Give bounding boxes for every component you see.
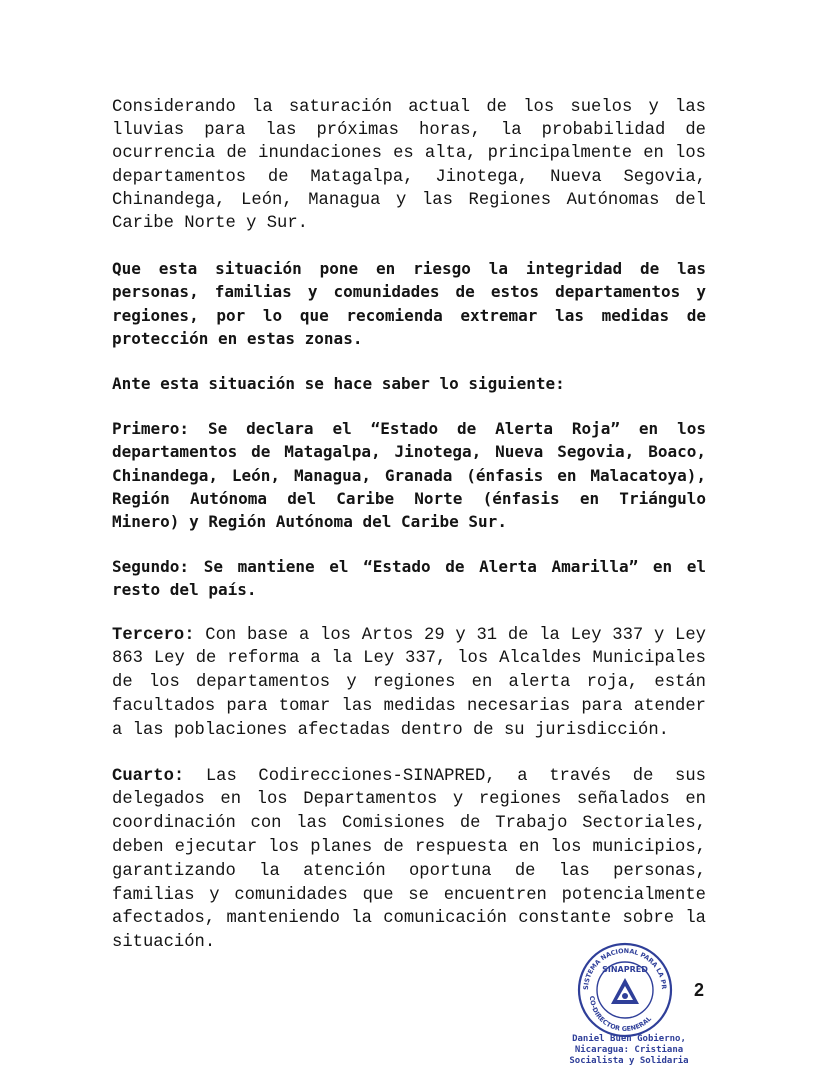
document-body bbox=[112, 96, 706, 977]
primero-label: Primero: bbox=[112, 419, 190, 439]
seal-bottom-text: CO-DIRECTOR GENERAL bbox=[587, 995, 653, 1034]
tercero-label: Tercero: bbox=[112, 625, 195, 645]
seal-stamp bbox=[566, 940, 684, 1040]
paragraph-cuarto bbox=[112, 765, 706, 955]
paragraph-tercero bbox=[112, 624, 706, 743]
sinapred-seal bbox=[566, 940, 684, 1040]
seal-name: SINAPRED bbox=[602, 965, 648, 974]
triangle-emblem-icon bbox=[611, 978, 639, 1004]
primero-text: Se declara el “Estado de Alerta Roja” en los departamentos de Matagalpa, Jinotega, Nueva Segovia, Boaco, Chinandega, León, Managua, Granada (énfasis en Malacatoya), Región Autónoma del Caribe Norte (énfasis en Triángulo Minero) y Región Autónoma del Caribe Sur. bbox=[112, 419, 706, 532]
cuarto-label: Cuarto: bbox=[112, 766, 185, 786]
paragraph-announce: Ante esta situación se hace saber lo siguiente: bbox=[112, 374, 565, 394]
motto-line-2: Nicaragua: Cristiana bbox=[574, 1045, 684, 1055]
cuarto-text: Las Codirecciones-SINAPRED, a través de sus delegados en los Departamentos y regiones señalados en coordinación con las Comisiones de Trabajo Sectoriales, deben ejecutar los planes de respuesta en los municipios, garantizando la atención oportuna de las personas, familias y comunidades que se encuentren potencialmente afectados, manteniendo la comunicación constante sobre la situación. bbox=[112, 766, 706, 953]
motto-line-1: Daniel Buen Gobierno, bbox=[572, 1034, 686, 1044]
paragraph-segundo bbox=[112, 555, 706, 601]
segundo-text: Se mantiene el “Estado de Alerta Amarilla” en el resto del país. bbox=[112, 557, 706, 600]
tercero-text: Con base a los Artos 29 y 31 de la Ley 337 y Ley 863 Ley de reforma a la Ley 337, los Alcaldes Municipales de los departamentos y regiones en alerta roja, están facultados para tomar las medidas necesarias para atender a las poblaciones afectadas dentro de su jurisdicción. bbox=[112, 625, 706, 740]
paragraph-risk: Que esta situación pone en riesgo la integridad de las personas, familias y comunidades de estos departamentos y regiones, por lo que recomienda extremar las medidas de protección en estas zonas. bbox=[112, 259, 706, 348]
seal-top-text: SISTEMA NACIONAL PARA LA PR bbox=[581, 946, 669, 991]
segundo-label: Segundo: bbox=[112, 557, 190, 577]
government-motto bbox=[559, 1034, 699, 1067]
paragraph-primero bbox=[112, 417, 706, 533]
motto-line-3: Socialista y Solidaria bbox=[569, 1056, 689, 1066]
page-number: 2 bbox=[694, 980, 705, 1000]
paragraph-intro: Considerando la saturación actual de los suelos y las lluvias para las próximas horas, la probabilidad de ocurrencia de inundaciones es alta, principalmente en los departamentos de Matagalpa, Jinotega, Nueva Segovia, Chinandega, León, Managua y las Regiones Autónomas del Caribe Norte y Sur. bbox=[112, 98, 706, 234]
